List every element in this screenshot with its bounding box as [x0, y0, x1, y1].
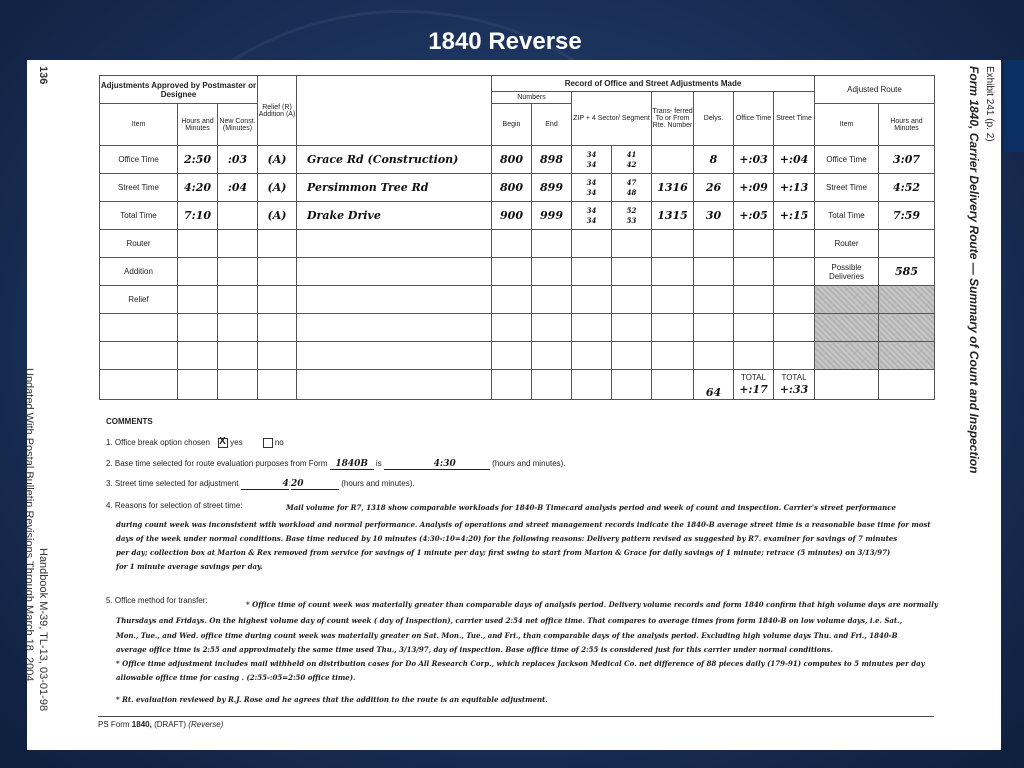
adj-item-header: Item	[815, 104, 879, 146]
row-zip: 34 34	[572, 202, 612, 230]
row-ra: (A)	[258, 174, 297, 202]
question-3: 3. Street time selected for adjustment 4:20 (hours and minutes).	[106, 479, 415, 489]
row-office: +:09	[734, 174, 774, 202]
slide-title: 1840 Reverse	[428, 28, 582, 55]
row-street: +:04	[774, 146, 815, 174]
totals-row	[100, 370, 935, 400]
adj-hours-header: Hours and Minutes	[879, 104, 935, 146]
row-trans	[652, 146, 694, 174]
row-office: +:03	[734, 146, 774, 174]
row-seg: 52 53	[612, 202, 652, 230]
street-time-header: Street Time	[774, 92, 815, 146]
row-delys: 26	[694, 174, 734, 202]
row-begin: 800	[492, 174, 532, 202]
row-desc: Persimmon Tree Rd	[297, 174, 492, 202]
row-newc: :03	[218, 146, 258, 174]
question-4: 4. Reasons for selection of street time:	[106, 501, 243, 510]
form-title: Form 1840, Carrier Delivery Route — Summary of Count and Inspection	[967, 66, 981, 474]
adjusted-route-header: Adjusted Route	[815, 76, 935, 104]
hours-minutes-header: Hours and Minutes	[178, 104, 218, 146]
question-2: 2. Base time selected for route evaluation purposes from Form 1840B is 4:30 (hours and minutes).	[106, 459, 566, 469]
row-adj-item: Office Time	[815, 146, 879, 174]
row-trans: 1316	[652, 174, 694, 202]
new-const-header: New Const. (Minutes)	[218, 104, 258, 146]
row-hours: 7:10	[178, 202, 218, 230]
row-ra: (A)	[258, 146, 297, 174]
adjustments-table	[99, 75, 935, 400]
begin-header: Begin	[492, 104, 532, 146]
row-begin: 800	[492, 146, 532, 174]
row-street: +:13	[774, 174, 815, 202]
row-delys: 8	[694, 146, 734, 174]
table-row	[100, 146, 935, 174]
row-item: Relief	[100, 286, 178, 314]
row-begin: 900	[492, 202, 532, 230]
table-row	[100, 202, 935, 230]
row-item: Office Time	[100, 146, 178, 174]
footer-rule	[98, 716, 934, 717]
row-desc: Grace Rd (Construction)	[297, 146, 492, 174]
row-delys: 30	[694, 202, 734, 230]
table-row	[100, 286, 935, 314]
row-office: +:05	[734, 202, 774, 230]
table-row	[100, 258, 935, 286]
row-item: Total Time	[100, 202, 178, 230]
question-5: 5. Office method for transfer:	[106, 596, 208, 605]
q4-line: per day; collection box at Marion & Rex removed from service for savings of 1 minute per day; first swing to start from Marion & Grace for daily savings of 1 minute; retrace (5 minutes) on 3/13/97)	[116, 548, 891, 557]
row-desc: Drake Drive	[297, 202, 492, 230]
total-office: TOTAL +:17	[734, 370, 774, 400]
total-delys: 64	[694, 370, 734, 400]
table-row	[100, 342, 935, 370]
office-time-header: Office Time	[734, 92, 774, 146]
total-street: TOTAL +:33	[774, 370, 815, 400]
q5-line: Thursdays and Fridays. On the highest volume day of count week ( day of Inspection), carrier used 2:54 net office time. That compares to average times from form 1840-B on low volume days, i.e. Sat.,	[116, 616, 903, 625]
table-row	[100, 230, 935, 258]
page-number: 136	[37, 66, 49, 85]
item-header: Item	[100, 104, 178, 146]
row-adj-item: Street Time	[815, 174, 879, 202]
row-adj-item: Total Time	[815, 202, 879, 230]
row-zip: 34 34	[572, 146, 612, 174]
exhibit-label: Exhibit 241 (p. 2)	[984, 66, 995, 142]
q5-line: * Rt. evaluation reviewed by R.J. Rose and he agrees that the addition to the route is an equitable adjustment.	[116, 695, 548, 704]
q4-line: for 1 minute average savings per day.	[116, 562, 263, 571]
row-newc: :04	[218, 174, 258, 202]
row-hours: 4:20	[178, 174, 218, 202]
comments-heading: COMMENTS	[106, 417, 153, 426]
q5-line: Mon., Tue., and Wed. office time during count week was materially greater on Sat. Mon., Tue., and Fri., than comparable days of the analysis period. Excluding high volume days Thu. and Fri., 1840-B	[116, 631, 898, 640]
edge-accent	[1004, 60, 1024, 152]
yes-checkbox: X	[218, 438, 228, 448]
row-hours: 2:50	[178, 146, 218, 174]
row-zip: 34 34	[572, 174, 612, 202]
row-item: Router	[100, 230, 178, 258]
possible-deliveries-value: 585	[879, 258, 935, 286]
adjustments-header: Adjustments Approved by Postmaster or Designee	[100, 76, 258, 104]
table-row	[100, 174, 935, 202]
transferred-header: Trans- ferred To or From Rte. Number	[652, 92, 694, 146]
row-ra: (A)	[258, 202, 297, 230]
no-checkbox	[263, 438, 273, 448]
handbook-note: Handbook M-39, TL-13, 03-01-98	[37, 548, 49, 712]
q5-line: * Office time of count week was materially greater than comparable days of analysis period. Delivery volume records and form 1840 confirm that high volume days are normally	[246, 600, 938, 609]
row-street: +:15	[774, 202, 815, 230]
row-adj-hours: 7:59	[879, 202, 935, 230]
record-header: Record of Office and Street Adjustments Made	[492, 76, 815, 92]
relief-addition-header: Relief (R) Addition (A)	[258, 76, 297, 146]
form-footer: PS Form 1840, (DRAFT) (Reverse)	[98, 720, 224, 729]
row-adj-hours: 3:07	[879, 146, 935, 174]
delys-header: Delys.	[694, 92, 734, 146]
q5-line: average office time is 2:55 and approximately the same time used Thu., 3/13/97, day of inspection. Base office time of 2:55 is considered just for this carrier under normal conditions.	[116, 645, 833, 654]
row-trans: 1315	[652, 202, 694, 230]
numbers-header: Numbers	[492, 92, 572, 104]
table-row	[100, 314, 935, 342]
row-adj-item: Possible Deliveries	[815, 258, 879, 286]
row-adj-item: Router	[815, 230, 879, 258]
end-header: End	[532, 104, 572, 146]
row-adj-hours: 4:52	[879, 174, 935, 202]
q4-line: during count week was inconsistent with workload and normal performance. Analysis of operations and street management records indicate the 1840-B average street time is a reasonable base time for most	[116, 520, 931, 529]
row-end: 899	[532, 174, 572, 202]
q5-line: allowable office time for casing . (2:55-:05=2:50 office time).	[116, 673, 356, 682]
row-seg: 47 48	[612, 174, 652, 202]
row-item: Street Time	[100, 174, 178, 202]
q5-line: * Office time adjustment includes mail withheld on distribution cases for Do All Research Corp., which replaces Jackson Medical Co. net difference of 88 pieces daily (179-91) computes to 5 minutes per day	[116, 659, 925, 668]
zip-header: ZIP + 4 Sector/ Segment	[572, 92, 652, 146]
q4-line: Mail volume for R7, 1318 show comparable workloads for 1840-B Timecard analysis period and week of count and inspection. Carrier's street performance	[286, 503, 896, 512]
row-newc	[218, 202, 258, 230]
row-end: 898	[532, 146, 572, 174]
row-seg: 41 42	[612, 146, 652, 174]
updated-note: Updated With Postal Bulletin Revisions Through March 18, 2004	[23, 368, 35, 682]
description-header	[297, 76, 492, 146]
row-end: 999	[532, 202, 572, 230]
row-item: Addition	[100, 258, 178, 286]
question-1: 1. Office break option chosen X yes no	[106, 436, 284, 448]
q4-line: days of the week under normal conditions. Base time reduced by 10 minutes (4:30-:10=4:20) for the following reasons: Delivery pattern revised as suggested by R7. examiner for savings of 7 minutes	[116, 534, 898, 543]
